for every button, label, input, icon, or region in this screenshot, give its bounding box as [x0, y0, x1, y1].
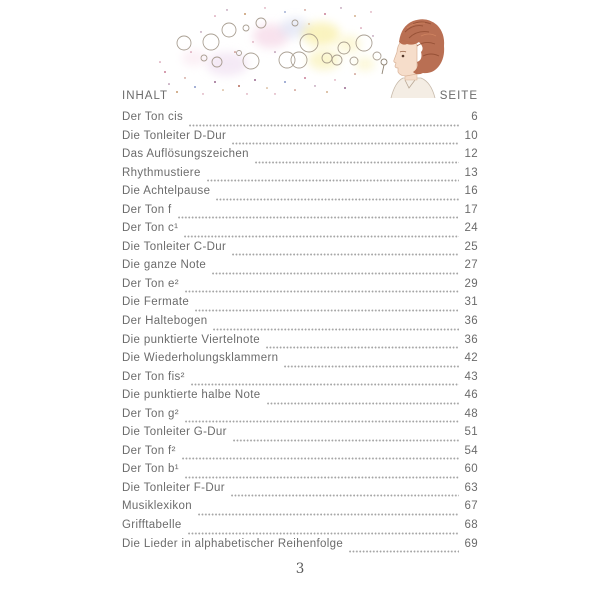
dotted-leader	[233, 439, 459, 442]
toc-entry-page: 12	[464, 148, 478, 161]
dotted-leader	[191, 383, 459, 386]
child-figure	[381, 19, 444, 98]
dotted-leader	[232, 142, 459, 145]
toc-entry-title: Grifftabelle	[122, 519, 182, 532]
dotted-leader	[185, 476, 459, 479]
toc-entry	[122, 167, 478, 186]
toc-entry-page: 13	[464, 166, 478, 179]
toc-entry-title: Der Haltebogen	[122, 315, 208, 328]
toc-entry	[122, 111, 478, 130]
toc-entry	[122, 259, 478, 278]
toc-entry-page: 24	[464, 222, 478, 235]
toc-entry-title: Der Ton g²	[122, 407, 179, 420]
toc-entry-title: Der Ton f²	[122, 444, 176, 457]
toc-header-seite: SEITE	[439, 90, 478, 102]
toc-entry	[122, 463, 478, 482]
toc-entry	[122, 408, 478, 427]
dotted-leader	[284, 365, 459, 368]
dotted-leader	[213, 328, 459, 331]
toc-entry-page: 42	[464, 352, 478, 365]
toc-entry-title: Rhythmustiere	[122, 166, 201, 179]
toc-entry-page: 69	[464, 537, 478, 550]
toc-entry-title: Der Ton b¹	[122, 463, 179, 476]
toc-entry-title: Der Ton e²	[122, 277, 179, 290]
toc-entry-title: Die punktierte halbe Note	[122, 389, 261, 402]
toc-entry-title: Die ganze Note	[122, 259, 207, 272]
toc-entry-title: Die Achtelpause	[122, 185, 211, 198]
toc-entry-page: 31	[464, 296, 478, 309]
toc-entry-title: Der Ton c¹	[122, 222, 179, 235]
toc-entry	[122, 500, 478, 519]
toc-entry-title: Die Tonleiter F-Dur	[122, 481, 225, 494]
toc-entry-title: Der Ton cis	[122, 111, 184, 123]
toc-entry-page: 43	[464, 370, 478, 383]
toc-entry-title: Die Wiederholungsklammern	[122, 352, 279, 365]
toc-entry	[122, 519, 478, 538]
toc-entry	[122, 241, 478, 260]
dotted-leader	[198, 513, 459, 516]
toc-entry-title: Die Tonleiter C-Dur	[122, 240, 227, 253]
toc-entry	[122, 222, 478, 241]
toc-entry-page: 10	[464, 129, 478, 142]
toc-entry	[122, 185, 478, 204]
toc-entry-title: Die Tonleiter G-Dur	[122, 426, 227, 439]
toc-entry-page: 54	[464, 444, 478, 457]
dotted-leader	[216, 198, 459, 201]
page-number: 3	[295, 561, 305, 577]
toc-rows	[122, 111, 478, 556]
toc-entry	[122, 296, 478, 315]
toc-entry-page: 36	[464, 333, 478, 346]
table-of-contents	[122, 90, 478, 556]
dotted-leader	[267, 402, 459, 405]
toc-entry-page: 27	[464, 259, 478, 272]
dotted-leader	[255, 161, 459, 164]
toc-entry-title: Die punktierte Viertelnote	[122, 333, 261, 346]
toc-entry-page: 6	[471, 111, 478, 123]
dotted-leader	[266, 346, 459, 349]
toc-entry	[122, 334, 478, 353]
toc-entry-page: 68	[464, 519, 478, 532]
toc-entry-title: Musiklexikon	[122, 500, 193, 513]
toc-entry-page: 46	[464, 389, 478, 402]
toc-entry-page: 36	[464, 315, 478, 328]
toc-entry	[122, 426, 478, 445]
dotted-leader	[212, 272, 459, 275]
toc-entry-page: 63	[464, 481, 478, 494]
toc-entry	[122, 389, 478, 408]
toc-entry-page: 67	[464, 500, 478, 513]
toc-header	[122, 90, 478, 111]
toc-entry	[122, 538, 478, 557]
dotted-leader	[182, 457, 459, 460]
toc-entry	[122, 130, 478, 149]
toc-entry-page: 51	[464, 426, 478, 439]
toc-entry-title: Der Ton f	[122, 203, 172, 216]
toc-entry	[122, 482, 478, 501]
dotted-leader	[207, 179, 459, 182]
toc-entry-title: Die Lieder in alphabetischer Reihenfolge	[122, 537, 344, 550]
toc-entry-page: 29	[464, 277, 478, 290]
toc-entry	[122, 445, 478, 464]
toc-entry	[122, 148, 478, 167]
dotted-leader	[185, 420, 459, 423]
toc-entry-page: 60	[464, 463, 478, 476]
toc-entry-title: Die Fermate	[122, 296, 190, 309]
toc-entry	[122, 371, 478, 390]
dotted-leader	[232, 253, 459, 256]
dotted-leader	[195, 309, 459, 312]
toc-entry	[122, 204, 478, 223]
watercolor-washes	[182, 18, 375, 76]
toc-entry	[122, 352, 478, 371]
toc-entry-page: 16	[464, 185, 478, 198]
dotted-leader	[184, 235, 459, 238]
toc-entry	[122, 278, 478, 297]
toc-entry-page: 17	[464, 203, 478, 216]
dotted-leader	[185, 290, 459, 293]
toc-header-inhalt: INHALT	[122, 90, 169, 102]
dotted-leader	[231, 494, 459, 497]
dotted-leader	[189, 124, 459, 127]
toc-entry-page: 25	[464, 240, 478, 253]
toc-entry-page: 48	[464, 407, 478, 420]
bubbles-illustration	[155, 2, 460, 102]
dotted-leader	[178, 216, 459, 219]
toc-entry-title: Das Auflösungszeichen	[122, 148, 249, 161]
toc-entry-title: Die Tonleiter D-Dur	[122, 129, 227, 142]
toc-entry	[122, 315, 478, 334]
dotted-leader	[188, 532, 459, 535]
toc-entry-title: Der Ton fis²	[122, 370, 185, 383]
dotted-leader	[349, 550, 459, 553]
